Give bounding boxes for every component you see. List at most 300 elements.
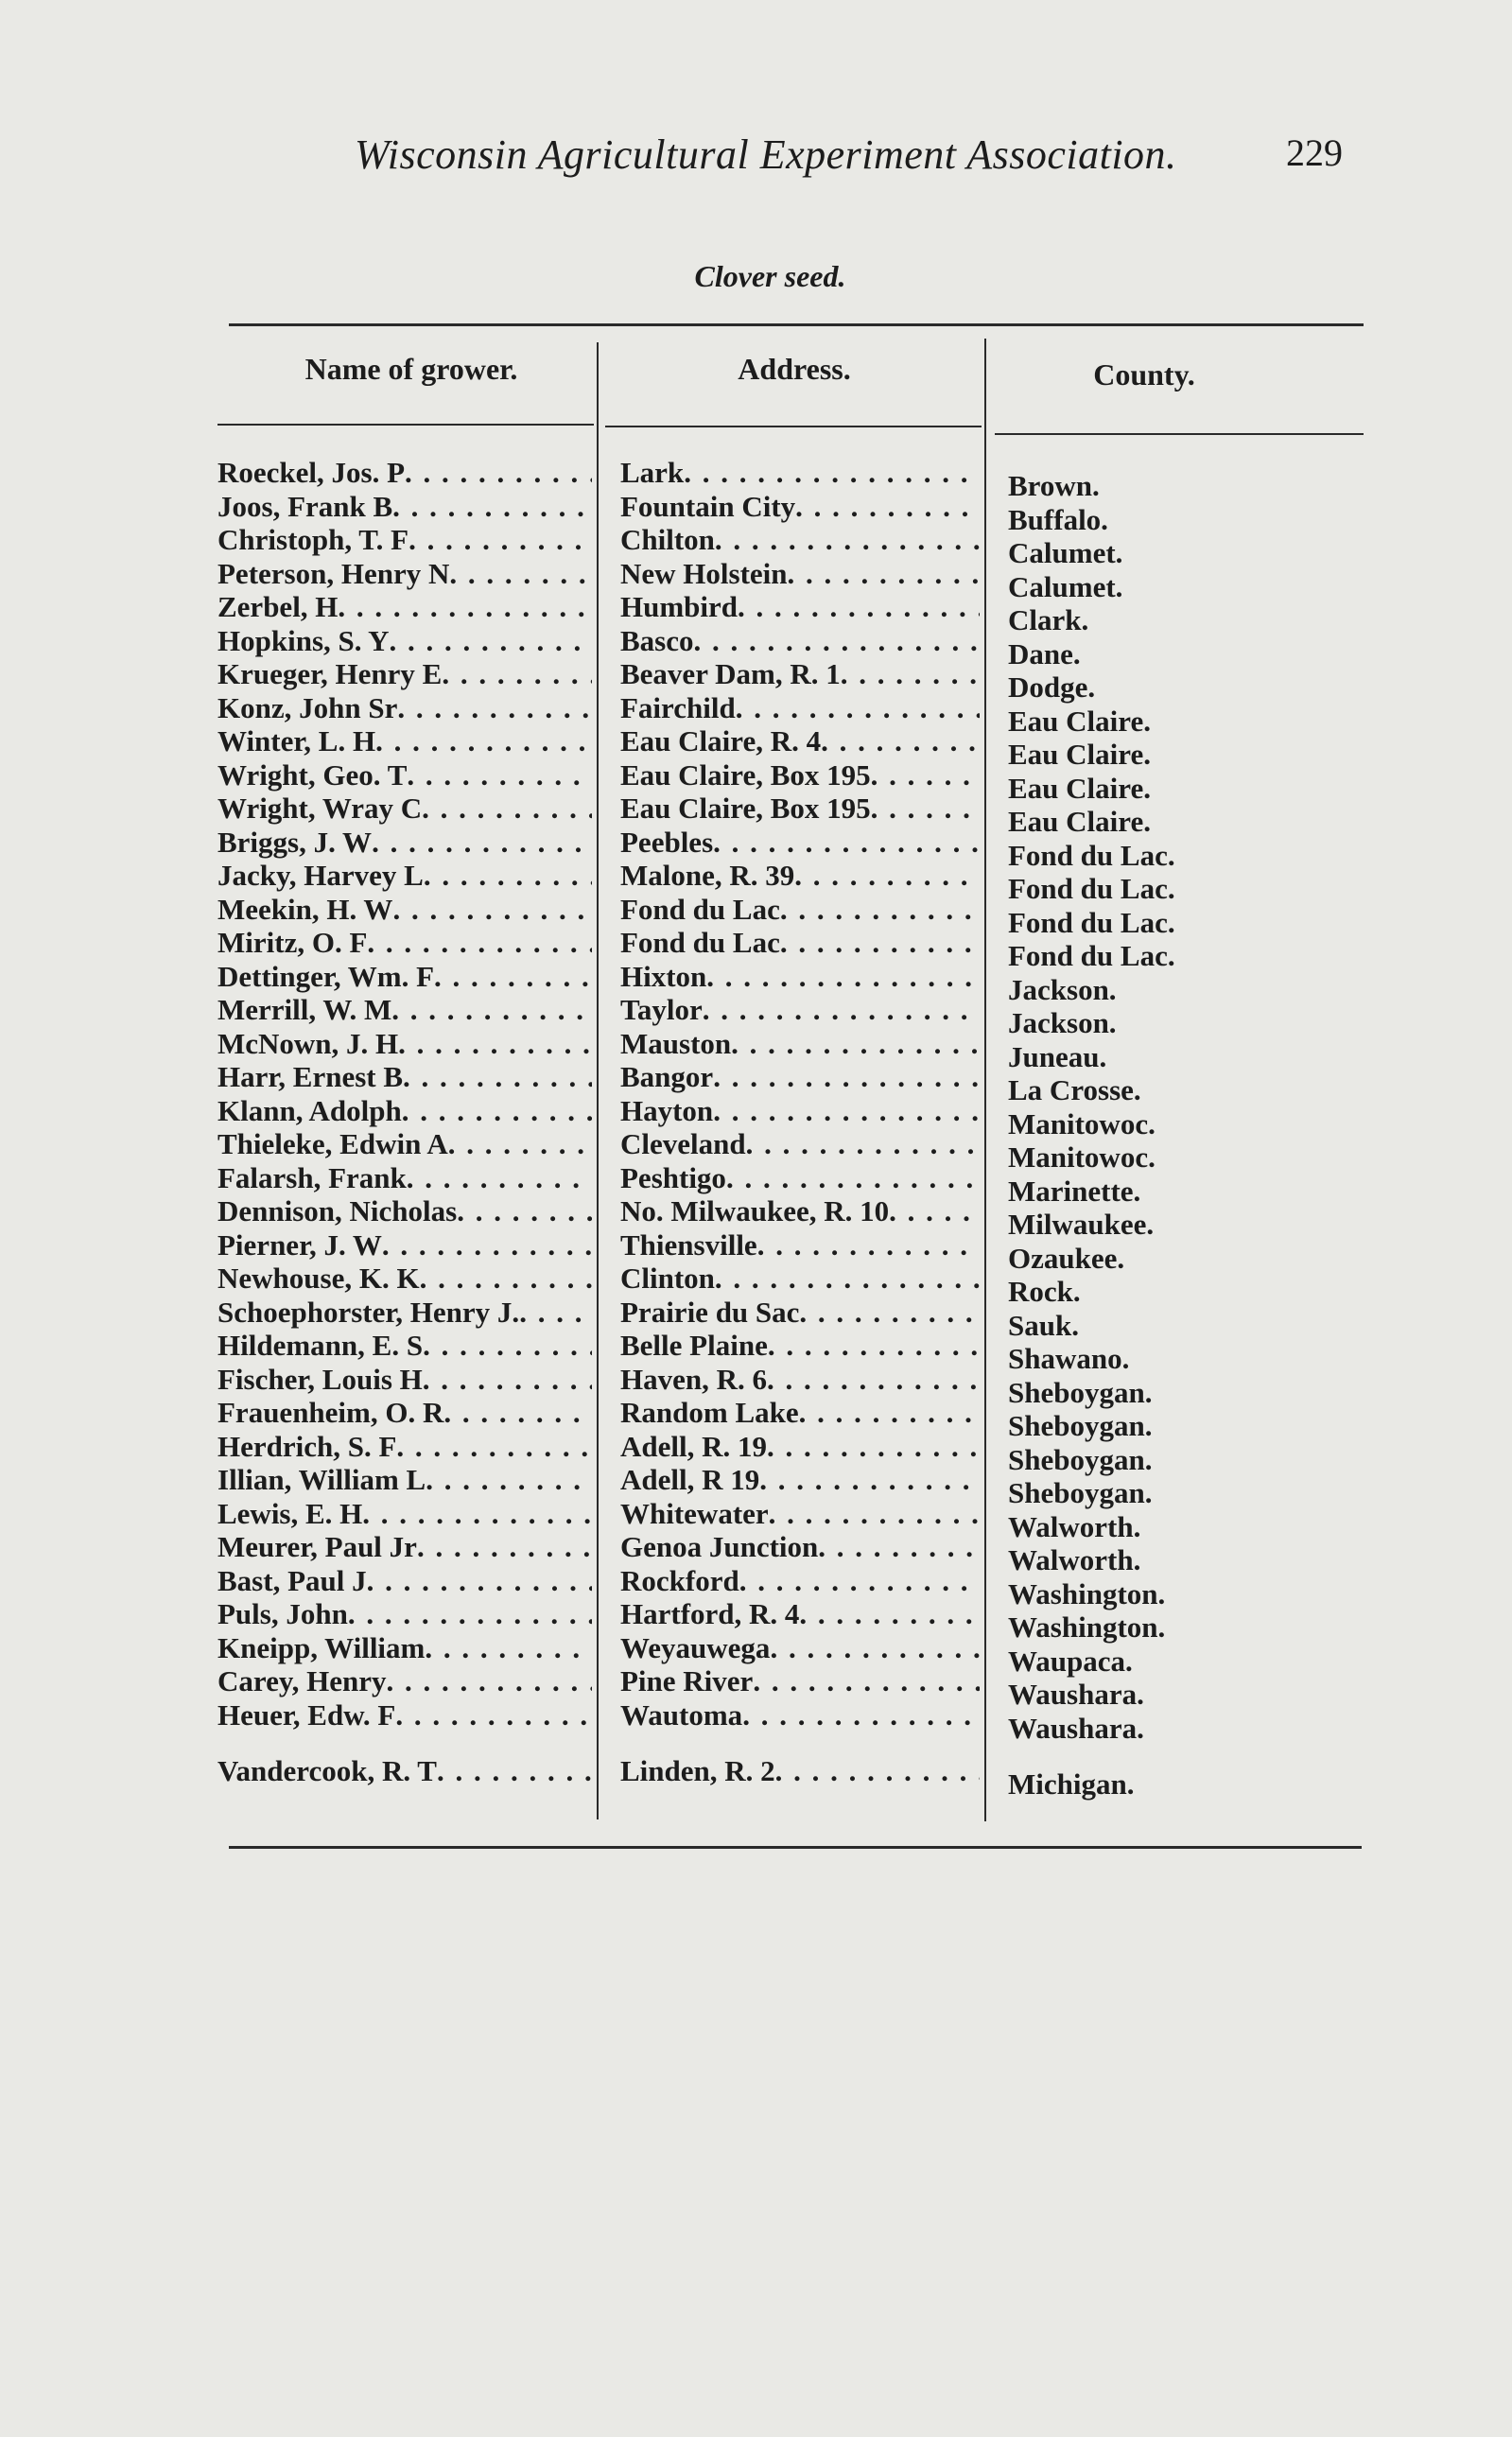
dot-leader	[715, 523, 980, 557]
grower-address: Clinton	[620, 1262, 715, 1295]
dot-leader	[448, 1127, 592, 1161]
grower-county: Eau Claire.	[1008, 771, 1151, 805]
grower-name: Jacky, Harvey L	[217, 859, 424, 892]
address-column	[620, 456, 980, 1788]
table-row-grower-name	[217, 1060, 592, 1094]
table-row-grower-address	[620, 1329, 980, 1363]
dot-leader	[424, 859, 592, 893]
grower-address: Taylor	[620, 993, 703, 1026]
dot-leader	[799, 1396, 980, 1430]
grower-name: Peterson, Henry N	[217, 556, 450, 590]
table-row-grower-address	[620, 1754, 980, 1788]
dot-leader	[841, 657, 980, 691]
table-row-grower-name	[217, 490, 592, 524]
dot-leader	[408, 523, 592, 557]
table-row-grower-address	[620, 859, 980, 893]
dot-leader	[703, 993, 980, 1027]
name-column	[217, 456, 592, 1788]
grower-name: Bast, Paul J	[217, 1563, 367, 1597]
table-row-grower-address	[620, 1363, 980, 1397]
dot-leader	[715, 1262, 980, 1296]
column-divider-2	[984, 339, 986, 1821]
dot-leader	[770, 1631, 980, 1665]
grower-name: Winter, L. H	[217, 724, 376, 757]
grower-address: Malone, R. 39	[620, 859, 795, 892]
dot-leader	[392, 490, 592, 524]
table-row-grower-address	[620, 893, 980, 927]
grower-name: Herdrich, S. F	[217, 1429, 397, 1463]
dot-leader	[423, 1363, 592, 1397]
table-row-grower-county	[1008, 705, 1320, 739]
table-row-grower-county	[1008, 1040, 1320, 1074]
grower-county: Jackson.	[1008, 972, 1117, 1006]
dot-leader	[799, 1597, 980, 1631]
table-row-grower-county	[1008, 1342, 1320, 1376]
table-row-grower-address	[620, 1228, 980, 1262]
dot-leader	[443, 1396, 592, 1430]
grower-county: Walworth.	[1008, 1509, 1141, 1543]
running-title: Wisconsin Agricultural Experiment Association.	[355, 131, 1177, 178]
grower-name: Lewis, E. H	[217, 1496, 363, 1530]
grower-name: Dennison, Nicholas	[217, 1194, 458, 1227]
grower-county: Dodge.	[1008, 670, 1096, 704]
grower-name: Joos, Frank B	[217, 489, 393, 523]
grower-address: Cleveland	[620, 1127, 746, 1160]
table-row-grower-county	[1008, 1443, 1320, 1477]
table-row-grower-address	[620, 826, 980, 860]
grower-county: Washington.	[1008, 1610, 1166, 1644]
grower-address: Fountain City	[620, 489, 796, 523]
grower-name: Frauenheim, O. R	[217, 1396, 444, 1429]
dot-leader	[405, 456, 592, 490]
dot-leader	[387, 1664, 592, 1698]
table-row-grower-name	[217, 1698, 592, 1732]
grower-county: Ozaukee.	[1008, 1241, 1125, 1275]
table-row-grower-address	[620, 1497, 980, 1531]
table-row-grower-county	[1008, 973, 1320, 1007]
table-row-grower-county	[1008, 1107, 1320, 1141]
dot-leader	[821, 724, 980, 758]
dot-leader	[402, 1094, 592, 1128]
grower-county: Marinette.	[1008, 1174, 1141, 1208]
grower-county: Sheboygan.	[1008, 1375, 1153, 1409]
table-row-grower-name	[217, 1127, 592, 1161]
grower-address: No. Milwaukee, R. 10	[620, 1194, 890, 1227]
table-row-grower-county	[1008, 1543, 1320, 1577]
dot-leader	[348, 1597, 592, 1631]
grower-address: Adell, R. 19	[620, 1429, 767, 1463]
dot-leader	[395, 1698, 592, 1732]
grower-address: Hixton	[620, 959, 707, 993]
table-row-grower-name	[217, 926, 592, 960]
grower-address: Adell, R 19	[620, 1463, 760, 1496]
table-row-grower-name	[217, 1597, 592, 1631]
grower-address: Fond du Lac	[620, 892, 780, 926]
table-row-grower-name	[217, 657, 592, 691]
dot-leader	[338, 590, 592, 624]
table-row-grower-name	[217, 691, 592, 725]
grower-county: Sheboygan.	[1008, 1476, 1153, 1509]
grower-name: Illian, William L	[217, 1463, 426, 1496]
grower-address: Eau Claire, Box 195	[620, 757, 871, 792]
grower-address: Fond du Lac	[620, 926, 780, 959]
grower-name: McNown, J. H	[217, 1026, 399, 1060]
table-row-grower-address	[620, 1127, 980, 1161]
table-row-grower-county	[1008, 1409, 1320, 1443]
table-row-grower-county	[1008, 1140, 1320, 1175]
grower-address: Bangor	[620, 1060, 714, 1093]
dot-leader	[407, 758, 592, 792]
table-row-grower-county	[1008, 469, 1320, 503]
grower-name: Klann, Adolph	[217, 1093, 402, 1127]
dot-leader	[794, 859, 980, 893]
table-row-grower-name	[217, 624, 592, 658]
table-row-grower-name	[217, 1664, 592, 1698]
dot-leader	[713, 1094, 980, 1128]
table-row-grower-address	[620, 1530, 980, 1564]
table-title: Clover seed.	[694, 259, 846, 293]
grower-address: Random Lake	[620, 1396, 799, 1429]
dot-leader	[390, 624, 593, 658]
table-row-grower-name	[217, 1329, 592, 1363]
grower-address: Chilton	[620, 523, 715, 556]
table-row-grower-county	[1008, 1767, 1320, 1802]
grower-name: Wright, Wray C	[217, 792, 423, 825]
table-row-grower-address	[620, 657, 980, 691]
table-row-grower-address	[620, 1027, 980, 1061]
table-row-grower-county	[1008, 570, 1320, 604]
table-row-grower-county	[1008, 1645, 1320, 1679]
grower-county: Waushara.	[1008, 1711, 1144, 1745]
grower-address: Pine River	[620, 1664, 754, 1697]
grower-county: Clark.	[1008, 603, 1089, 636]
dot-leader	[746, 1127, 980, 1161]
table-row-grower-address	[620, 1094, 980, 1128]
dot-leader	[375, 724, 592, 758]
table-row-grower-county	[1008, 1376, 1320, 1410]
table-row-grower-address	[620, 1564, 980, 1598]
table-row-grower-name	[217, 456, 592, 490]
grower-name: Hopkins, S. Y	[217, 623, 390, 657]
table-row-grower-county	[1008, 738, 1320, 772]
dot-leader	[367, 926, 592, 960]
header-rule-county	[995, 433, 1364, 435]
dot-leader	[434, 960, 592, 994]
grower-county: Eau Claire.	[1008, 738, 1151, 771]
column-header-name: Name of grower.	[304, 352, 518, 386]
grower-address: Basco	[620, 623, 694, 657]
dot-leader	[457, 1194, 592, 1228]
table-row-grower-county	[1008, 603, 1320, 637]
table-row-grower-county	[1008, 1275, 1320, 1309]
table-row-grower-address	[620, 960, 980, 994]
county-column	[1008, 469, 1320, 1802]
dot-leader	[403, 1060, 592, 1094]
dot-leader	[420, 1262, 592, 1296]
table-row-grower-address	[620, 1396, 980, 1430]
dot-leader	[731, 1027, 980, 1061]
dot-leader	[397, 691, 592, 725]
grower-county: Sheboygan.	[1008, 1409, 1153, 1442]
table-row-grower-address	[620, 590, 980, 624]
dot-leader	[795, 490, 980, 524]
dot-leader	[871, 792, 980, 826]
table-row-grower-county	[1008, 670, 1320, 705]
dot-leader	[442, 657, 592, 691]
table-row-grower-county	[1008, 1577, 1320, 1611]
table-row-grower-name	[217, 1463, 592, 1497]
grower-name: Krueger, Henry E	[217, 657, 443, 690]
dot-leader	[391, 993, 592, 1027]
table-row-grower-county	[1008, 839, 1320, 873]
table-row-grower-name	[217, 1631, 592, 1665]
dot-leader	[871, 758, 980, 792]
grower-county: Milwaukee.	[1008, 1208, 1155, 1241]
grower-name: Vandercook, R. T	[217, 1754, 437, 1787]
table-row-grower-name	[217, 960, 592, 994]
column-divider-1	[597, 342, 599, 1819]
page-number: 229	[1286, 131, 1343, 174]
table-row-grower-address	[620, 1664, 980, 1698]
grower-address: Peshtigo	[620, 1160, 726, 1194]
table-row-grower-name	[217, 893, 592, 927]
table-row-grower-address	[620, 758, 980, 792]
grower-name: Heuer, Edw. F	[217, 1697, 396, 1732]
dot-leader	[713, 1060, 980, 1094]
table-row-grower-county	[1008, 1208, 1320, 1242]
table-row-grower-name	[217, 1363, 592, 1397]
grower-name: Kneipp, William	[217, 1630, 426, 1664]
grower-address: Hayton	[620, 1093, 714, 1127]
dot-leader	[769, 1497, 980, 1531]
grower-county: Washington.	[1008, 1576, 1166, 1610]
table-row-grower-name	[217, 1430, 592, 1464]
grower-county: Manitowoc.	[1008, 1106, 1156, 1140]
dot-leader	[392, 893, 592, 927]
table-row-grower-address	[620, 1060, 980, 1094]
grower-address: Lark	[620, 456, 685, 489]
table-row-grower-name	[217, 1228, 592, 1262]
grower-county: La Crosse.	[1008, 1073, 1141, 1106]
grower-name: Fischer, Louis H	[217, 1362, 423, 1396]
grower-name: Konz, John Sr	[217, 690, 398, 724]
table-row-grower-county	[1008, 1242, 1320, 1276]
table-row-grower-address	[620, 792, 980, 826]
table-row-grower-address	[620, 926, 980, 960]
grower-county: Fond du Lac.	[1008, 939, 1175, 972]
dot-leader	[768, 1329, 980, 1363]
dot-leader	[423, 1329, 592, 1363]
dot-leader	[738, 590, 980, 624]
grower-county: Juneau.	[1008, 1039, 1107, 1073]
dot-leader	[694, 624, 981, 658]
grower-address: Peebles	[620, 825, 714, 859]
table-row-grower-name	[217, 1027, 592, 1061]
grower-name: Briggs, J. W	[217, 825, 373, 859]
dot-leader	[799, 1296, 980, 1330]
grower-name: Christoph, T. F	[217, 523, 409, 556]
grower-address: Prairie du Sac	[620, 1295, 800, 1329]
grower-address: Belle Plaine	[620, 1329, 768, 1362]
grower-name: Merrill, W. M	[217, 993, 392, 1026]
table-row-grower-name	[217, 859, 592, 893]
table-row-grower-name	[217, 1094, 592, 1128]
grower-county: Buffalo.	[1008, 502, 1108, 536]
grower-address: Haven, R. 6	[620, 1362, 767, 1396]
column-header-county: County.	[1093, 357, 1195, 392]
dot-leader	[788, 557, 980, 591]
dot-leader	[739, 1564, 980, 1598]
table-row-grower-county	[1008, 1678, 1320, 1712]
table-row-grower-county	[1008, 1476, 1320, 1510]
grower-name: Wright, Geo. T	[217, 757, 408, 792]
grower-county: Jackson.	[1008, 1006, 1117, 1039]
table-row-grower-county	[1008, 772, 1320, 806]
grower-name: Falarsh, Frank	[217, 1160, 407, 1194]
table-row-grower-name	[217, 557, 592, 591]
header-rule-name	[217, 424, 594, 426]
dot-leader	[767, 1363, 980, 1397]
grower-address: Fairchild	[620, 690, 736, 724]
table-row-grower-name	[217, 1194, 592, 1228]
table-row-grower-name	[217, 993, 592, 1027]
table-row-grower-name	[217, 1564, 592, 1598]
table-row-grower-county	[1008, 1610, 1320, 1645]
grower-name: Newhouse, K. K	[217, 1262, 420, 1295]
table-row-grower-name	[217, 1296, 592, 1330]
grower-name: Zerbel, H	[217, 590, 339, 623]
dot-leader	[422, 792, 592, 826]
dot-leader	[726, 1161, 980, 1195]
dot-leader	[767, 1430, 980, 1464]
grower-name: Pierner, J. W	[217, 1227, 382, 1262]
dot-leader	[684, 456, 980, 490]
grower-county: Calumet.	[1008, 569, 1123, 603]
grower-address: Hartford, R. 4	[620, 1597, 800, 1630]
dot-leader	[367, 1564, 592, 1598]
grower-address: Whitewater	[620, 1496, 769, 1530]
dot-leader	[775, 1754, 980, 1788]
dot-leader	[713, 826, 980, 860]
table-row-grower-county	[1008, 503, 1320, 537]
table-row-grower-name	[217, 792, 592, 826]
dot-leader	[362, 1497, 592, 1531]
dot-leader	[753, 1664, 980, 1698]
table-row-grower-name	[217, 758, 592, 792]
table-row-grower-address	[620, 1296, 980, 1330]
dot-leader	[780, 893, 980, 927]
grower-county: Walworth.	[1008, 1543, 1141, 1576]
dot-leader	[417, 1530, 592, 1564]
table-row-grower-address	[620, 724, 980, 758]
table-row-grower-address	[620, 557, 980, 591]
table-row-grower-address	[620, 490, 980, 524]
grower-address: Mauston	[620, 1026, 732, 1060]
grower-county: Michigan.	[1008, 1767, 1135, 1801]
table-row-grower-address	[620, 1631, 980, 1665]
dot-leader	[372, 826, 592, 860]
grower-county: Fond du Lac.	[1008, 838, 1175, 872]
table-row-grower-name	[217, 590, 592, 624]
grower-address: Weyauwega	[620, 1630, 771, 1664]
grower-name: Meurer, Paul Jr	[217, 1530, 417, 1563]
dot-leader	[780, 926, 980, 960]
table-row-grower-address	[620, 1430, 980, 1464]
dot-leader	[425, 1631, 592, 1665]
dot-leader	[407, 1161, 592, 1195]
grower-county: Eau Claire.	[1008, 704, 1151, 738]
table-row-grower-address	[620, 1463, 980, 1497]
table-row-grower-county	[1008, 1006, 1320, 1040]
table-row-grower-county	[1008, 1510, 1320, 1544]
table-row-grower-county	[1008, 1073, 1320, 1107]
grower-address: Rockford	[620, 1563, 739, 1597]
grower-county: Shawano.	[1008, 1342, 1130, 1375]
dot-leader	[519, 1296, 592, 1330]
column-header-address: Address.	[738, 352, 851, 386]
table-row-grower-address	[620, 1262, 980, 1296]
grower-name: Harr, Ernest B	[217, 1060, 404, 1093]
dot-leader	[818, 1530, 980, 1564]
grower-address: New Holstein	[620, 556, 788, 590]
grower-county: Manitowoc.	[1008, 1140, 1156, 1174]
table-bottom-rule	[229, 1846, 1362, 1849]
dot-leader	[759, 1463, 980, 1497]
grower-address: Eau Claire, Box 195	[620, 792, 871, 825]
table-row-grower-name	[217, 1396, 592, 1430]
header-rule-address	[605, 426, 982, 427]
table-row-grower-county	[1008, 536, 1320, 570]
grower-county: Waushara.	[1008, 1678, 1144, 1711]
table-row-grower-county	[1008, 1175, 1320, 1209]
grower-county: Fond du Lac.	[1008, 905, 1175, 939]
table-row-grower-name	[217, 724, 592, 758]
grower-county: Waupaca.	[1008, 1644, 1133, 1678]
grower-county: Dane.	[1008, 636, 1081, 670]
dot-leader	[757, 1228, 980, 1262]
table-row-grower-address	[620, 1597, 980, 1631]
dot-leader	[426, 1463, 592, 1497]
grower-name: Puls, John	[217, 1597, 348, 1630]
grower-address: Linden, R. 2	[620, 1754, 775, 1787]
table-row-grower-name	[217, 1161, 592, 1195]
dot-leader	[437, 1754, 592, 1788]
dot-leader	[736, 691, 980, 725]
table-row-grower-address	[620, 993, 980, 1027]
grower-name: Carey, Henry	[217, 1664, 387, 1697]
table-row-grower-name	[217, 1262, 592, 1296]
grower-address: Humbird	[620, 590, 739, 623]
grower-name: Meekin, H. W	[217, 892, 393, 926]
grower-county: Eau Claire.	[1008, 805, 1151, 838]
grower-address: Thiensville	[620, 1227, 757, 1262]
grower-address: Genoa Junction	[620, 1530, 819, 1563]
grower-name: Roeckel, Jos. P	[217, 456, 406, 489]
table-row-grower-name	[217, 1497, 592, 1531]
table-row-grower-name	[217, 1530, 592, 1564]
table-row-grower-county	[1008, 1712, 1320, 1746]
grower-county: Rock.	[1008, 1275, 1081, 1308]
dot-leader	[706, 960, 980, 994]
table-row-grower-county	[1008, 906, 1320, 940]
grower-address: Beaver Dam, R. 1	[620, 657, 841, 690]
table-row-grower-address	[620, 624, 980, 658]
dot-leader	[889, 1194, 980, 1228]
grower-name: Thieleke, Edwin A	[217, 1127, 448, 1160]
table-top-rule	[229, 323, 1364, 326]
table-row-grower-county	[1008, 1309, 1320, 1343]
dot-leader	[398, 1027, 592, 1061]
